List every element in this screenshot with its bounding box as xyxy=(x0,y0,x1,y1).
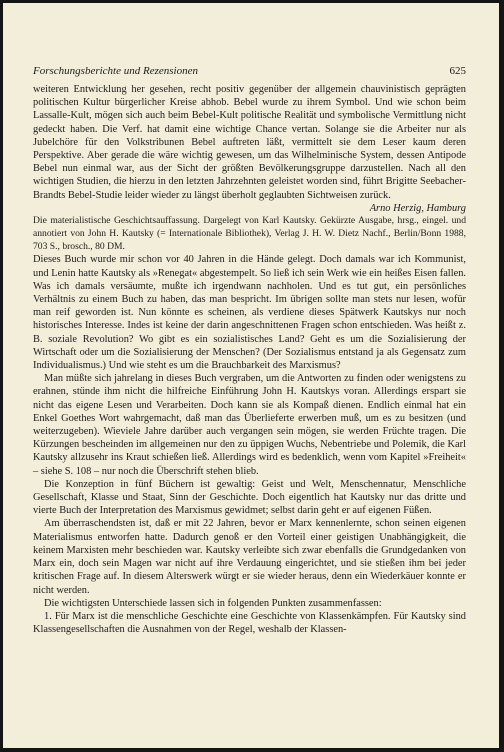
journal-section-title: Forschungsberichte und Rezensionen xyxy=(33,65,198,77)
running-header xyxy=(33,63,466,79)
book-page xyxy=(3,3,499,748)
page-number: 625 xyxy=(449,65,466,77)
review-paragraph: Dieses Buch wurde mir schon vor 40 Jahren in die Hände gelegt. Doch damals war ich Kommunist, und Lenin hatte Kautsky als »Renegat« abgestempelt. So ließ ich sein Werk wie ein heißes Eisen fallen. Was ich damals versäumte, mußte ich irgendwann nachholen. Und es tut gut, ein persönliches Verhältnis zu einem Buch zu haben, das man bespricht. Im übrigen sollte man stets nur lesen, wofür man reif geworden ist. Nun könnte es scheinen, als verdiene dieses Spätwerk Kautskys nur noch historisches Interesse. Indes ist keine der darin angeschnittenen Fragen schon entschieden. Was heißt z. B. soziale Revolution? Wo gibt es ein sozialistisches Land? Geht es um die Sozialisierung der Wirtschaft oder um die Sozialisierung der Menschen? (Der Sozialismus entstand ja als Gegensatz zum Individualismus.) Und wie steht es um die Brauchbarkeit des Marxismus? xyxy=(33,254,466,372)
review-paragraph: 1. Für Marx ist die menschliche Geschichte eine Geschichte von Klassenkämpfen. Für Kautsky sind Klassengesellschaften die Ausnahmen von der Regel, weshalb der Klassen- xyxy=(33,610,466,636)
review-paragraph: Am überraschendsten ist, daß er mit 22 Jahren, bevor er Marx kennenlernte, schon seinen eigenen Materialismus entworfen hatte. Dadurch genoß er den Vorteil einer geistigen Unabhängigkeit, die keinem Marxisten mehr beschieden war. Kautsky verleibte sich zwar ebenfalls die Grundgedanken von Marx ein, doch sein Magen war nicht auf ihre Verdauung eingerichtet, und sie stießen ihm bei jeder kritischen Frage auf. In diesem Alterswerk würgt er sie wieder heraus, denn ein Wiederkäuer konnte er nicht werden. xyxy=(33,518,466,596)
review-paragraph-continued: weiteren Entwicklung her gesehen, recht positiv gegenüber der allgemein chauvinistisch geprägten politischen Kultur bürgerlicher Kreise abhob. Bebel wurde zu ihrem Symbol. Und wie schon beim Lassalle-Kult, mögen sich auch beim Bebel-Kult politische Realität und symbolische Vermittlung nicht gedeckt haben. Die Verf. hat damit eine wichtige Chance vertan. Solange sie die Arbeiter nur als Jubelchöre für den Volkstribunen Bebel auftreten läßt, vermittelt sie dem Leser kaum deren Perspektive. Aber gerade die wäre wichtig gewesen, um das Wilhelminische System, dessen Antipode Bebel nun einmal war, aus der Sicht der größten Bevölkerungsgruppe darzustellen. Nach all den wichtigen Studien, die hierzu in den letzten Jahrzehnten geleistet worden sind, führt Brigitte Seebacher-Brandts Bebel-Studie leider wieder zu längst überholt geglaubten Sichtweisen zurück. xyxy=(33,84,466,201)
page-content xyxy=(33,83,466,636)
book-citation: Die materialistische Geschichtsauffassung. Dargelegt von Karl Kautsky. Gekürzte Ausgabe, hrsg., eingel. und annotiert von John H. Kautsky (= Internationale Bibliothek), Verlag J. H. W. Dietz Nachf., Berlin/Bonn 1988, 703 S., brosch., 80 DM. xyxy=(33,215,466,252)
review-paragraph: Die Konzeption in fünf Büchern ist gewaltig: Geist und Welt, Menschennatur, Menschliche Gesellschaft, Klasse und Staat, Sinn der Geschichte. Doch eigentlich hat Kautsky nur das dritte und vierte Buch der Interpretation des Marxismus gewidmet; selbst darin geht er auf eigenen Füßen. xyxy=(33,478,466,517)
review-author-signature: Arno Herzig, Hamburg xyxy=(369,202,466,214)
review-paragraph: Die wichtigsten Unterschiede lassen sich in folgenden Punkten zusammenfassen: xyxy=(44,597,382,609)
review-paragraph: Man müßte sich jahrelang in dieses Buch vergraben, um die Antworten zu finden oder wenigstens zu erahnen, stünde ihm nicht die hilfreiche Einführung John H. Kautskys voran. Allerdings erspart sie nicht das eigene Lesen und Verarbeiten. Doch kann sie als Kompaß dienen. Endlich einmal hat ein Enkel Goethes Wort wahrgemacht, daß man das Überlieferte erwerben muß, um es zu besitzen (und weiterzugeben). Wieviele Jahre darüber auch vergangen sein mögen, sie werden Früchte tragen. Die Kürzungen bescheinden im allgemeinen nur den zu üppigen Wuchs, Nebentriebe und Polemik, die Karl Kautsky allzusehr ins Kraut schießen ließ. Allerdings wird es bedenklich, wenn vom Kapitel »Freiheit« – siehe S. 108 – nur noch die Überschrift stehen blieb. xyxy=(33,373,466,477)
